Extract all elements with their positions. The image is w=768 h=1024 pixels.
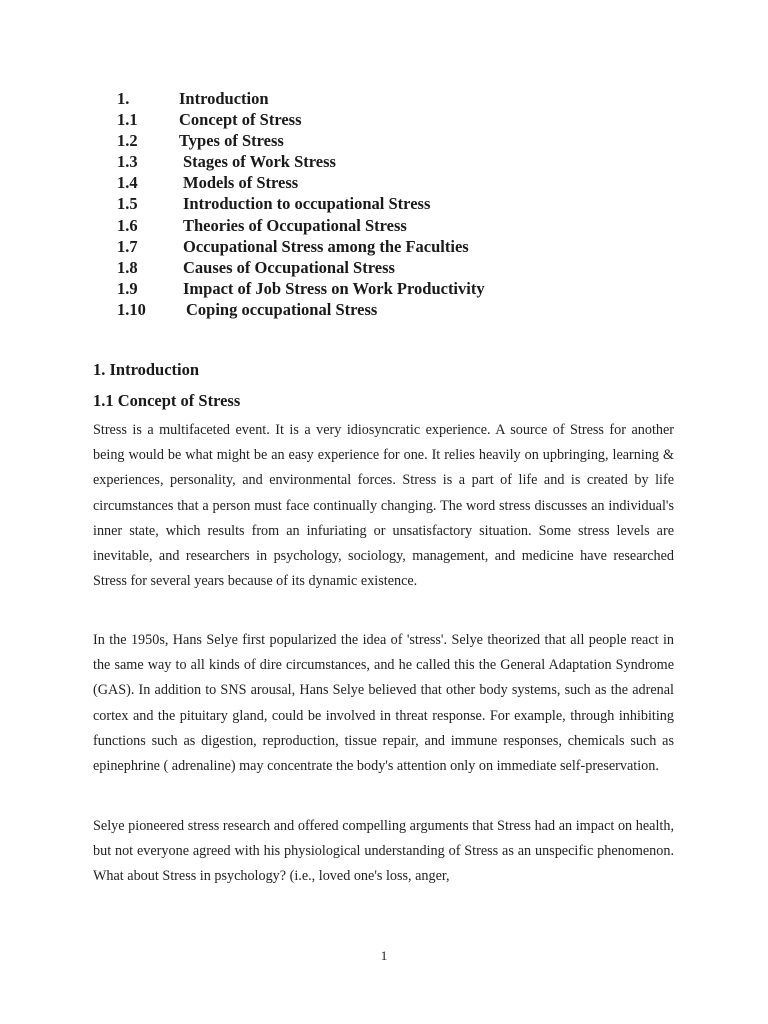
section-heading: 1. Introduction xyxy=(93,360,200,379)
toc-entry-number: 1.5 xyxy=(117,194,138,214)
toc-entry-title: Coping occupational Stress xyxy=(186,299,378,319)
page-number: 1 xyxy=(380,948,388,963)
toc-entry-title: Impact of Job Stress on Work Productivity xyxy=(183,278,485,298)
toc-entry-number: 1.8 xyxy=(117,257,138,277)
toc-entry-title: Introduction to occupational Stress xyxy=(183,194,431,214)
toc-entry-title: Occupational Stress among the Faculties xyxy=(183,236,469,256)
toc-entry-title: Concept of Stress xyxy=(179,110,302,130)
body-paragraph: In the 1950s, Hans Selye first popularized the idea of 'stress'. Selye theorized that all people react in the same way to all kinds of dire circumstances, and he called this the General Adaptation Syndrome (GAS). In addition to SNS arousal, Hans Selye believed that other body systems, such as the adrenal cortex and the pituitary gland, could be involved in threat response. For example, through inhibiting functions such as digestion, reproduction, tissue repair, and immune responses, chemicals such as epinephrine ( adrenaline) may concentrate the body's attention only on immediate self-preservation. xyxy=(93,632,674,775)
toc-entry-title: Stages of Work Stress xyxy=(183,152,336,172)
toc-entry-number: 1.3 xyxy=(117,152,138,172)
body-paragraph: Selye pioneered stress research and offered compelling arguments that Stress had an impact on health, but not everyone agreed with his physiological understanding of Stress as an unspecific phenomenon. What about Stress in psychology? (i.e., loved one's loss, anger, xyxy=(93,818,674,885)
toc-entry-number: 1.9 xyxy=(117,278,138,298)
toc-entry-title: Causes of Occupational Stress xyxy=(183,257,395,277)
toc-entry-number: 1.10 xyxy=(117,299,146,319)
toc-entry-title: Introduction xyxy=(179,89,269,108)
subsection-heading: 1.1 Concept of Stress xyxy=(93,391,241,410)
toc-entry-number: 1.7 xyxy=(117,236,138,256)
toc-entry-number: 1.2 xyxy=(117,131,138,151)
body-paragraph: Stress is a multifaceted event. It is a very idiosyncratic experience. A source of Stress for another being would be what might be an easy experience for one. It relies heavily on upbringing, learning & experiences, personality, and environmental forces. Stress is a part of life and is created by life circumstances that a person must face continually changing. The word stress discusses an individual's inner state, which results from an infuriating or unsatisfactory situation. Some stress levels are inevitable, and researchers in psychology, sociology, management, and medicine have researched Stress for several years because of its dynamic existence. xyxy=(93,422,674,590)
toc-entry-number: 1.4 xyxy=(117,173,138,193)
toc-entry-title: Theories of Occupational Stress xyxy=(183,215,407,235)
toc-entry-title: Models of Stress xyxy=(183,173,299,193)
toc-entry-number: 1.1 xyxy=(117,110,138,130)
toc-entry-title: Types of Stress xyxy=(179,131,284,151)
toc-entry-number: 1.6 xyxy=(117,215,138,235)
toc-entry-number: 1. xyxy=(117,89,130,108)
